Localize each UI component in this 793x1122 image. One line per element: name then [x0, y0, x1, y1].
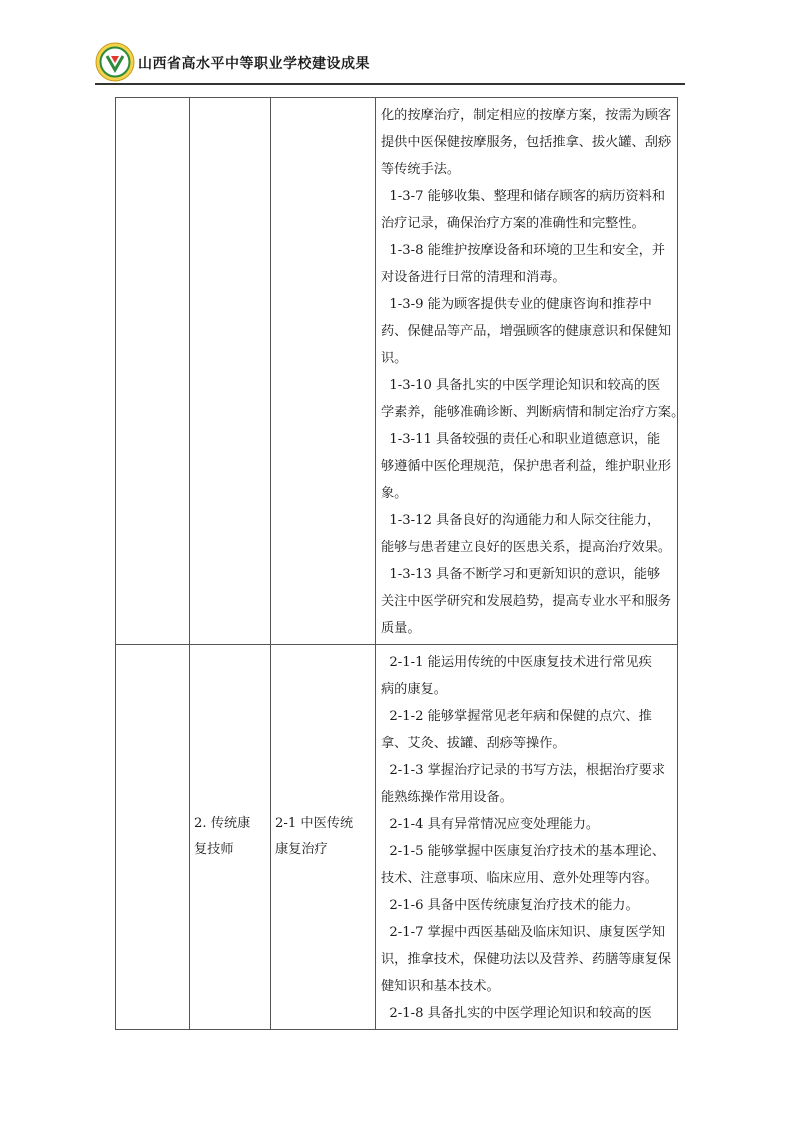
- requirement-line: 够遵循中医伦理规范，保护患者利益，维护职业形: [381, 459, 672, 474]
- requirement-line: 提供中医保健按摩服务，包括推拿、拔火罐、刮痧: [381, 135, 672, 150]
- requirement-line: 1-3-9 能为顾客提供专业的健康咨询和推荐中: [381, 297, 652, 312]
- requirements-list: [376, 98, 685, 644]
- requirement-line: 药、保健品等产品，增强顾客的健康意识和保健知: [381, 324, 672, 339]
- table-cell-requirements: [376, 645, 678, 1030]
- requirement-line: 关注中医学研究和发展趋势，提高专业水平和服务: [381, 594, 672, 609]
- table-cell-position: [190, 645, 271, 1030]
- requirements-list: [376, 645, 677, 1029]
- requirement-line: 1-3-10 具备扎实的中医学理论知识和较高的医: [381, 378, 661, 393]
- table-cell-requirements: [376, 98, 685, 645]
- requirement-line: 技术、注意事项、临床应用、意外处理等内容。: [381, 871, 658, 886]
- requirement-line: 拿、艾灸、拔罐、刮痧等操作。: [381, 736, 566, 751]
- requirement-line: 识，推拿技术，保健功法以及营养、药膳等康复保: [381, 952, 672, 967]
- requirement-line: 化的按摩治疗，制定相应的按摩方案，按需为顾客: [381, 108, 672, 123]
- competency-table: [115, 97, 685, 1030]
- table-row: [116, 645, 678, 1030]
- requirement-line: 2-1-8 具备扎实的中医学理论知识和较高的医: [381, 1006, 652, 1021]
- requirement-line: 能够与患者建立良好的医患关系，提高治疗效果。: [381, 540, 672, 555]
- requirement-line: 象。: [381, 486, 408, 501]
- requirement-line: 1-3-7 能够收集、整理和储存顾客的病历资料和: [381, 189, 666, 204]
- requirement-line: 2-1-1 能运用传统的中医康复技术进行常见疾: [381, 655, 652, 670]
- table-cell-task: [271, 98, 376, 645]
- requirement-line: 1-3-13 具备不断学习和更新知识的意识，能够: [381, 567, 661, 582]
- requirement-line: 2-1-7 掌握中西医基础及临床知识、康复医学知: [381, 925, 666, 940]
- requirement-line: 2-1-6 具备中医传统康复治疗技术的能力。: [381, 898, 639, 913]
- requirement-line: 2-1-4 具有异常情况应变处理能力。: [381, 817, 600, 832]
- table-cell-task: [271, 645, 376, 1030]
- requirement-line: 能熟练操作常用设备。: [381, 790, 513, 805]
- requirement-line: 1-3-11 具备较强的责任心和职业道德意识，能: [381, 432, 661, 447]
- requirement-line: 学素养，能够准确诊断、判断病情和制定治疗方案。: [381, 405, 685, 420]
- task-label-line: 康复治疗: [275, 842, 328, 857]
- requirement-line: 病的康复。: [381, 682, 447, 697]
- requirement-line: 治疗记录，确保治疗方案的准确性和完整性。: [381, 216, 645, 231]
- task-label-line: 2-1 中医传统: [275, 816, 354, 831]
- requirement-line: 识。: [381, 351, 408, 366]
- school-emblem-icon: [95, 42, 135, 82]
- requirement-line: 1-3-8 能维护按摩设备和环境的卫生和安全，并: [381, 243, 666, 258]
- table-cell-category: [116, 98, 190, 645]
- requirement-line: 2-1-2 能够掌握常见老年病和保健的点穴、推: [381, 709, 652, 724]
- position-label-line: 复技师: [194, 842, 234, 857]
- requirement-line: 对设备进行日常的清理和消毒。: [381, 270, 566, 285]
- page-header: [95, 42, 685, 84]
- requirement-line: 质量。: [381, 621, 421, 636]
- requirement-line: 2-1-5 能够掌握中医康复治疗技术的基本理论、: [381, 844, 666, 859]
- requirement-line: 1-3-12 具备良好的沟通能力和人际交往能力，: [381, 513, 661, 528]
- requirement-line: 健知识和基本技术。: [381, 979, 500, 994]
- requirement-line: 2-1-3 掌握治疗记录的书写方法，根据治疗要求: [381, 763, 666, 778]
- table-cell-category: [116, 645, 190, 1030]
- table-cell-position: [190, 98, 271, 645]
- position-label-line: 2. 传统康: [194, 816, 251, 831]
- header-title: 山西省高水平中等职业学校建设成果: [138, 56, 370, 72]
- header-divider: [95, 83, 685, 85]
- requirement-line: 等传统手法。: [381, 162, 461, 177]
- table-row: [116, 98, 678, 645]
